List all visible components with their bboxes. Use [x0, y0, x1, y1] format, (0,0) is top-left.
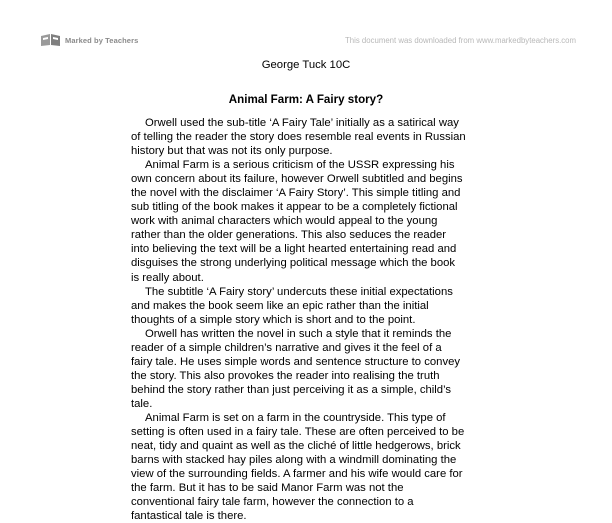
- text-line: Animal Farm is set on a farm in the countryside. This type of: [145, 411, 446, 424]
- text-line: work with animal characters which would appeal to the young: [131, 215, 438, 228]
- text-line: is really about.: [131, 271, 204, 284]
- text-line: history but that was not its only purpose.: [131, 145, 333, 158]
- text-line: the story. This also provokes the reader into realising the truth: [131, 369, 440, 382]
- text-line: disguises the strong underlying political message which the book: [131, 257, 456, 270]
- logo-icon: [40, 33, 62, 47]
- text-line: the novel with the disclaimer ‘A Fairy Story’. This simple titling and: [131, 187, 461, 200]
- author-line: George Tuck 10C: [261, 59, 351, 71]
- text-line: the farm. But it has to be said Manor Farm was not the: [131, 482, 404, 495]
- text-line: reader of a simple children’s narrative and gives it the feel of a: [131, 341, 442, 354]
- text-line: fantastical tale is there.: [131, 510, 247, 523]
- document-title: Animal Farm: A Fairy story?: [228, 93, 384, 106]
- text-line: barns with stacked hay piles along with a windmill dominating the: [131, 454, 457, 467]
- paragraph: [131, 327, 501, 411]
- text-line: tale.: [131, 397, 153, 410]
- text-line: Orwell used the sub-title ‘A Fairy Tale’ initially as a satirical way: [145, 117, 459, 129]
- text-line: Orwell has written the novel in such a style that it reminds the: [145, 327, 452, 340]
- download-watermark: This document was downloaded from www.markedbyteachers.com: [345, 36, 576, 45]
- text-line: fairy tale. He uses simple words and sentence structure to convey: [131, 355, 461, 368]
- paragraph: [131, 411, 501, 523]
- text-line: The subtitle ‘A Fairy story’ undercuts these initial expectations: [145, 285, 453, 298]
- text-line: own concern about its failure, however Orwell subtitled and begins: [131, 173, 463, 186]
- paragraph: [131, 285, 501, 327]
- text-line: behind the story rather than just perceiving it as a simple, child’s: [131, 383, 452, 396]
- essay-body: [131, 116, 501, 523]
- text-line: of telling the reader the story does resemble real events in Russian: [131, 131, 466, 144]
- text-line: rather than the older generations. This also seduces the reader: [131, 229, 447, 242]
- text-line: Animal Farm is a serious criticism of the USSR expressing his: [145, 159, 455, 172]
- text-line: sub titling of the book makes it appear to be a completely fictional: [131, 201, 458, 214]
- text-line: setting is often used in a fairy tale. These are often perceived to be: [131, 426, 465, 439]
- text-line: view of the surrounding fields. A farmer and his wife would care for: [131, 468, 463, 481]
- logo-text: Marked by Teachers: [65, 35, 139, 45]
- text-line: thoughts of a simple story which is short and to the point.: [131, 313, 416, 326]
- paragraph: [131, 158, 501, 284]
- text-line: neat, tidy and quaint as well as the cliché of little hedgerows, brick: [131, 440, 461, 453]
- paragraph: [131, 116, 501, 158]
- site-logo: [40, 33, 138, 47]
- text-line: conventional fairy tale farm, however the connection to a: [131, 496, 414, 509]
- text-line: into believing the text will be a light hearted entertaining read and: [131, 243, 457, 256]
- text-line: and makes the book seem like an epic rather than the initial: [131, 299, 429, 312]
